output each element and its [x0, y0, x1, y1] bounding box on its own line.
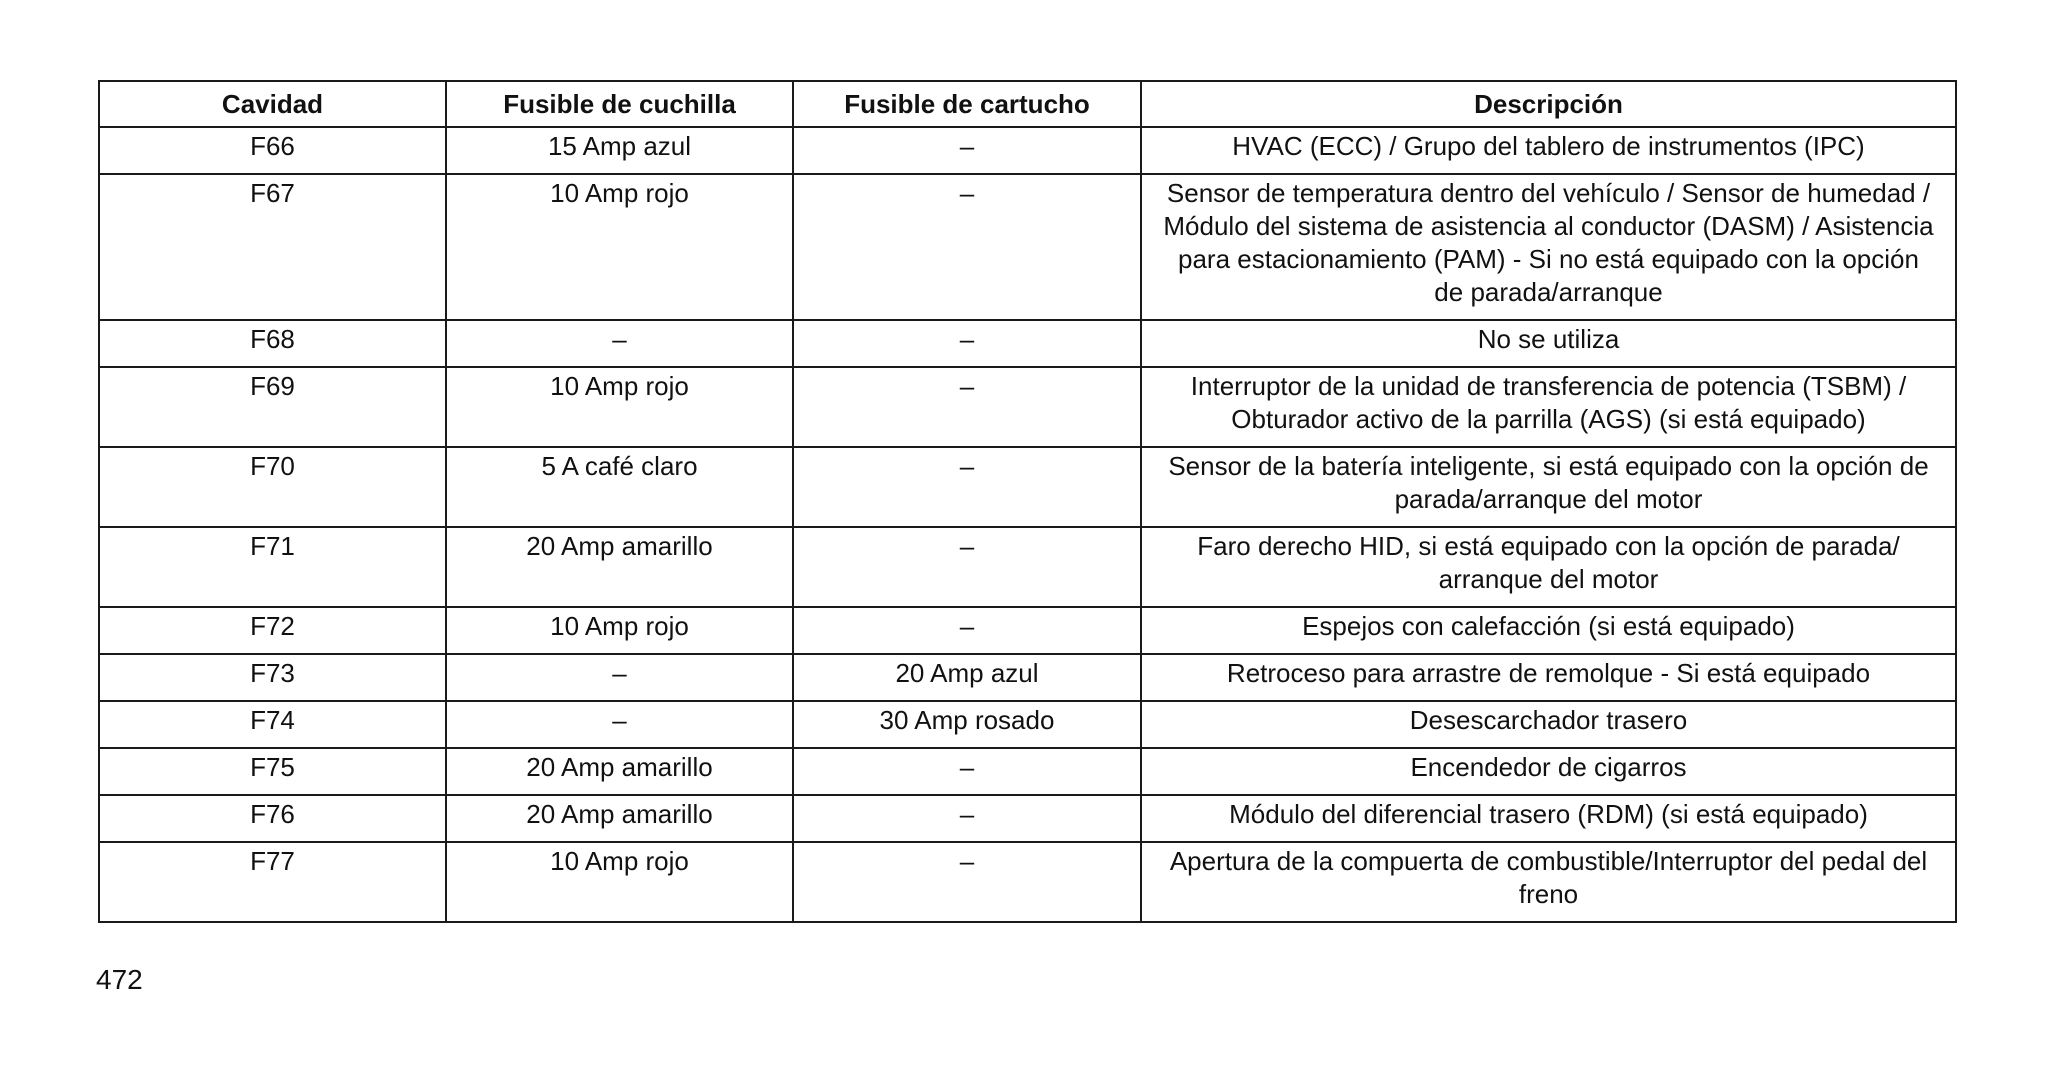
cell-cavity: F75 [99, 748, 446, 795]
cell-blade-fuse: – [446, 320, 793, 367]
header-cavidad: Cavidad [99, 81, 446, 127]
cell-cartridge-fuse: – [793, 447, 1141, 527]
cell-description: Apertura de la compuerta de combustible/Interruptor del pedal del freno [1141, 842, 1956, 922]
cell-description: HVAC (ECC) / Grupo del tablero de instrumentos (IPC) [1141, 127, 1956, 174]
cell-blade-fuse: – [446, 701, 793, 748]
cell-cartridge-fuse: 20 Amp azul [793, 654, 1141, 701]
cell-blade-fuse: 10 Amp rojo [446, 607, 793, 654]
cell-cartridge-fuse: – [793, 842, 1141, 922]
cell-cartridge-fuse: – [793, 320, 1141, 367]
cell-blade-fuse: – [446, 654, 793, 701]
cell-cavity: F71 [99, 527, 446, 607]
table-header-row [99, 81, 1956, 127]
cell-cavity: F77 [99, 842, 446, 922]
cell-cavity: F73 [99, 654, 446, 701]
cell-cartridge-fuse: 30 Amp rosado [793, 701, 1141, 748]
table-row [99, 701, 1956, 748]
header-fusible-cuchilla: Fusible de cuchilla [446, 81, 793, 127]
cell-cartridge-fuse: – [793, 607, 1141, 654]
cell-cavity: F72 [99, 607, 446, 654]
cell-blade-fuse: 20 Amp amarillo [446, 527, 793, 607]
table-body [99, 127, 1956, 922]
header-descripcion: Descripción [1141, 81, 1956, 127]
cell-blade-fuse: 15 Amp azul [446, 127, 793, 174]
cell-blade-fuse: 10 Amp rojo [446, 367, 793, 447]
page-number: 472 [96, 964, 143, 995]
cell-cavity: F76 [99, 795, 446, 842]
table-row [99, 748, 1956, 795]
cell-blade-fuse: 10 Amp rojo [446, 174, 793, 320]
cell-description: Faro derecho HID, si está equipado con la opción de parada/ arranque del motor [1141, 527, 1956, 607]
cell-cavity: F74 [99, 701, 446, 748]
header-fusible-cartucho: Fusible de cartucho [793, 81, 1141, 127]
table-row [99, 320, 1956, 367]
cell-cavity: F69 [99, 367, 446, 447]
cell-cartridge-fuse: – [793, 174, 1141, 320]
table-row [99, 127, 1956, 174]
table-row [99, 842, 1956, 922]
cell-cartridge-fuse: – [793, 748, 1141, 795]
table-row [99, 607, 1956, 654]
cell-description: Desescarchador trasero [1141, 701, 1956, 748]
table-row [99, 174, 1956, 320]
cell-cavity: F67 [99, 174, 446, 320]
cell-cavity: F66 [99, 127, 446, 174]
cell-cartridge-fuse: – [793, 127, 1141, 174]
fuse-table [98, 80, 1957, 923]
table-row [99, 367, 1956, 447]
cell-cartridge-fuse: – [793, 527, 1141, 607]
cell-description: Sensor de la batería inteligente, si está equipado con la opción de parada/arranque del motor [1141, 447, 1956, 527]
cell-cartridge-fuse: – [793, 795, 1141, 842]
table-row [99, 447, 1956, 527]
cell-description: No se utiliza [1141, 320, 1956, 367]
table-row [99, 654, 1956, 701]
cell-blade-fuse: 5 A café claro [446, 447, 793, 527]
table-row [99, 795, 1956, 842]
cell-blade-fuse: 10 Amp rojo [446, 842, 793, 922]
cell-description: Retroceso para arrastre de remolque - Si está equipado [1141, 654, 1956, 701]
cell-blade-fuse: 20 Amp amarillo [446, 748, 793, 795]
cell-description: Módulo del diferencial trasero (RDM) (si está equipado) [1141, 795, 1956, 842]
cell-cartridge-fuse: – [793, 367, 1141, 447]
table-row [99, 527, 1956, 607]
cell-blade-fuse: 20 Amp amarillo [446, 795, 793, 842]
cell-description: Interruptor de la unidad de transferencia de potencia (TSBM) / Obturador activo de la parrilla (AGS) (si está equipado) [1141, 367, 1956, 447]
cell-cavity: F68 [99, 320, 446, 367]
cell-description: Encendedor de cigarros [1141, 748, 1956, 795]
cell-description: Espejos con calefacción (si está equipado) [1141, 607, 1956, 654]
cell-cavity: F70 [99, 447, 446, 527]
cell-description: Sensor de temperatura dentro del vehículo / Sensor de humedad / Módulo del sistema de asistencia al conductor (DASM) / Asistencia para estacionamiento (PAM) - Si no está equipado con la opción de parada/arranque [1141, 174, 1956, 320]
